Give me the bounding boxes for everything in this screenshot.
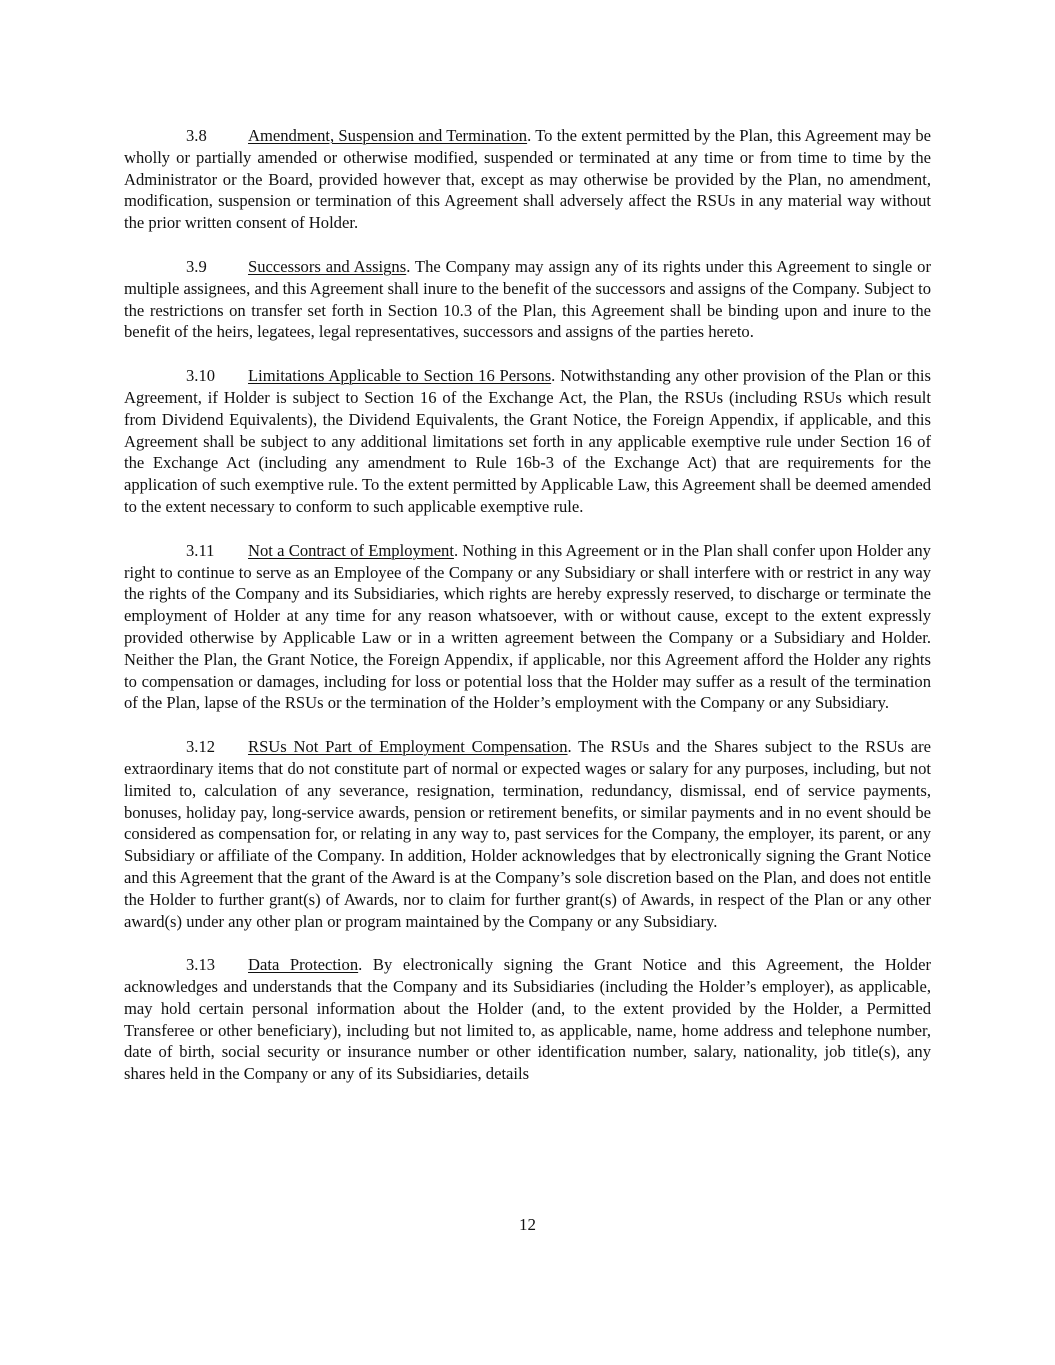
section-3-12 [124,736,931,932]
section-body: . Nothing in this Agreement or in the Plan shall confer upon Holder any right to continue to serve as an Employee of the Company or any Subsidiary or shall interfere with or restrict in any way the rights of the Company and its Subsidiaries, which rights are hereby expressly reserved, to discharge or terminate the employment of Holder at any time for any reason whatsoever, with or without cause, except to the extent expressly provided otherwise by Applicable Law or in a written agreement between the Company or a Subsidiary and Holder. Neither the Plan, the Grant Notice, the Foreign Appendix, if applicable, nor this Agreement afford the Holder any rights to compensation or damages, including for loss or potential loss that the Holder may suffer as a result of the termination of the Plan, lapse of the RSUs or the termination of the Holder’s employment with the Company or any Subsidiary. [124,540,931,713]
section-title: RSUs Not Part of Employment Compensation [248,737,568,757]
section-title: Successors and Assigns [248,256,407,276]
section-title: Not a Contract of Employment [248,540,454,560]
section-title: Limitations Applicable to Section 16 Persons [248,366,552,386]
section-body: . By electronically signing the Grant Notice and this Agreement, the Holder acknowledges and understands that the Company and its Subsidiaries (including the Holder’s employer), as applicable, may hold certain personal information about the Holder (and, to the extent provided by the Holder, a Permitted Transferee or other beneficiary), including but not limited to, as applicable, name, home address and telephone number, date of birth, social security or insurance number or other identification number, salary, nationality, job title(s), any shares held in the Company or any of its Subsidiaries, details [124,955,931,1084]
page-number: 12 [519,1215,536,1234]
section-title: Data Protection [248,955,359,975]
section-number: 3.12 [186,737,216,757]
section-3-10 [124,365,931,518]
section-3-11 [124,540,931,714]
section-number: 3.8 [186,126,207,145]
section-body: . The RSUs and the Shares subject to the RSUs are extraordinary items that do not constitute part of normal or expected wages or salary for any purposes, including, but not limited to, calculation of any severance, resignation, termination, redundancy, dismissal, end of service payments, bonuses, holiday pay, long-service awards, pension or retirement benefits, or similar payments and in no event should be considered as compensation for, or relating in any way to, past services for the Company, the employer, its parent, or any Subsidiary or affiliate of the Company. In addition, Holder acknowledges that by electronically signing the Grant Notice and this Agreement that the grant of the Award is at the Company’s sole discretion based on the Plan, and does not entitle the Holder to further grant(s) of Awards, nor to claim for further grant(s) of Awards, in respect of the Plan or any other award(s) under any other plan or program maintained by the Company or any Subsidiary. [124,737,932,931]
section-body: . Notwithstanding any other provision of the Plan or this Agreement, if Holder is subject to Section 16 of the Exchange Act, the Plan, the RSUs (including RSUs which result from Dividend Equivalents), the Dividend Equivalents, the Grant Notice, the Foreign Appendix, if applicable, and this Agreement shall be subject to any additional limitations set forth in any applicable exemptive rule under Section 16 of the Exchange Act (including any amendment to Rule 16b-3 of the Exchange Act) that are requirements for the application of such exemptive rule. To the extent permitted by Applicable Law, this Agreement shall be deemed amended to the extent necessary to conform to such applicable exemptive rule. [124,366,931,516]
section-number: 3.9 [186,256,207,276]
section-number: 3.11 [186,540,215,560]
section-body: . To the extent permitted by the Plan, this Agreement may be wholly or partially amended or otherwise modified, suspended or terminated at any time or from time to time by the Administrator or the Board, provided however that, except as may otherwise be provided by the Plan, no amendment, modification, suspension or termination of this Agreement shall adversely affect the RSUs in any material way without the prior written consent of Holder. [124,126,932,233]
section-3-13 [124,954,931,1085]
document-page [124,125,931,1085]
section-3-8 [124,125,931,234]
section-title: Amendment, Suspension and Termination [248,126,528,145]
section-number: 3.13 [186,955,216,975]
section-body: . The Company may assign any of its rights under this Agreement to single or multiple assignees, and this Agreement shall inure to the benefit of the successors and assigns of the Company. Subject to the restrictions on transfer set forth in Section 10.3 of the Plan, this Agreement shall be binding upon and inure to the benefit of the heirs, legatees, legal representatives, successors and assigns of the parties hereto. [124,256,931,342]
section-3-9 [124,256,931,343]
section-number: 3.10 [186,366,216,386]
